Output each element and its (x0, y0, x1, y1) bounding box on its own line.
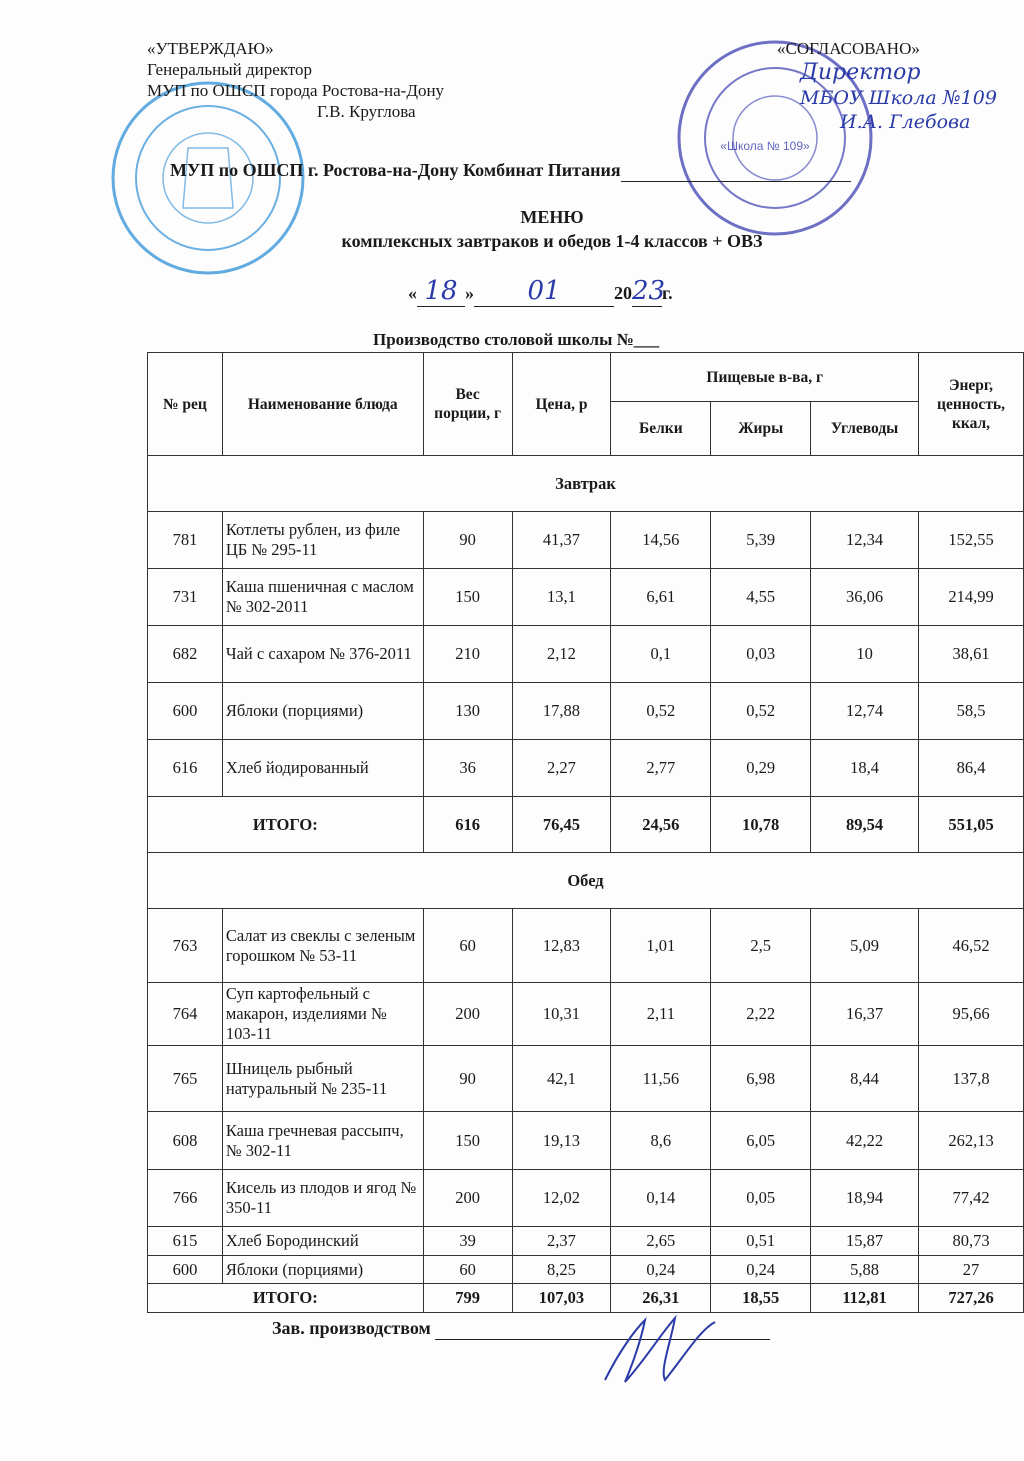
header-rec-no: № рец (148, 353, 223, 456)
protein-cell: 0,14 (611, 1170, 711, 1227)
dish-name-cell: Чай с сахаром № 376-2011 (222, 626, 423, 683)
document-date (408, 276, 673, 307)
weight-cell: 200 (423, 983, 512, 1046)
approval-heading: «УТВЕРЖДАЮ» (147, 39, 274, 58)
table-row (148, 1170, 1024, 1227)
fat-cell: 0,03 (711, 626, 811, 683)
rec-no-cell: 766 (148, 1170, 223, 1227)
footer-label: Зав. производством (272, 1318, 431, 1338)
energy-cell: 46,52 (919, 909, 1024, 983)
fat-cell: 0,51 (711, 1227, 811, 1256)
price-cell: 2,37 (512, 1227, 611, 1256)
total-weight: 799 (423, 1284, 512, 1313)
total-row (148, 797, 1024, 853)
table-row (148, 512, 1024, 569)
price-cell: 17,88 (512, 683, 611, 740)
rec-no-cell: 616 (148, 740, 223, 797)
date-month: 01 (474, 276, 614, 307)
approval-block (147, 38, 444, 122)
total-carbs: 89,54 (811, 797, 919, 853)
header-weight: Вес порции, г (423, 353, 512, 456)
protein-cell: 0,24 (611, 1256, 711, 1284)
document-title: МЕНЮ (520, 207, 584, 227)
carbs-cell: 15,87 (811, 1227, 919, 1256)
total-price: 107,03 (512, 1284, 611, 1313)
header-carbs: Углеводы (811, 402, 919, 456)
carbs-cell: 16,37 (811, 983, 919, 1046)
protein-cell: 6,61 (611, 569, 711, 626)
rec-no-cell: 731 (148, 569, 223, 626)
fat-cell: 0,05 (711, 1170, 811, 1227)
dish-name-cell: Салат из свеклы с зеленым горошком № 53-11 (222, 909, 423, 983)
price-cell: 12,83 (512, 909, 611, 983)
organization-blank (621, 160, 851, 182)
dish-name-cell: Хлеб Бородинский (222, 1227, 423, 1256)
energy-cell: 77,42 (919, 1170, 1024, 1227)
document-subtitle: комплексных завтраков и обедов 1-4 классов + ОВЗ (341, 231, 763, 251)
date-quote: « (408, 283, 417, 303)
weight-cell: 39 (423, 1227, 512, 1256)
weight-cell: 90 (423, 1046, 512, 1112)
dish-name-cell: Котлеты рублен, из филе ЦБ № 295-11 (222, 512, 423, 569)
fat-cell: 0,29 (711, 740, 811, 797)
carbs-cell: 18,4 (811, 740, 919, 797)
table-row (148, 740, 1024, 797)
total-row (148, 1284, 1024, 1313)
header-nutrients: Пищевые в-ва, г (611, 353, 919, 402)
table-row (148, 1256, 1024, 1284)
fat-cell: 0,52 (711, 683, 811, 740)
approval-name: Г.В. Круглова (317, 102, 416, 121)
dish-name-cell: Яблоки (порциями) (222, 1256, 423, 1284)
weight-cell: 60 (423, 909, 512, 983)
total-protein: 26,31 (611, 1284, 711, 1313)
approval-organization: МУП по ОШСП города Ростова-на-Дону (147, 81, 445, 100)
energy-cell: 262,13 (919, 1112, 1024, 1170)
header-price: Цена, р (512, 353, 611, 456)
svg-text:«Школа № 109»: «Школа № 109» (720, 139, 810, 153)
section-row (148, 456, 1024, 512)
energy-cell: 152,55 (919, 512, 1024, 569)
fat-cell: 6,05 (711, 1112, 811, 1170)
weight-cell: 36 (423, 740, 512, 797)
carbs-cell: 12,74 (811, 683, 919, 740)
protein-cell: 8,6 (611, 1112, 711, 1170)
carbs-cell: 42,22 (811, 1112, 919, 1170)
total-energy: 551,05 (919, 797, 1024, 853)
dish-name-cell: Кисель из плодов и ягод № 350-11 (222, 1170, 423, 1227)
total-protein: 24,56 (611, 797, 711, 853)
section-title: Обед (148, 853, 1024, 909)
protein-cell: 2,11 (611, 983, 711, 1046)
energy-cell: 137,8 (919, 1046, 1024, 1112)
section-row (148, 853, 1024, 909)
rec-no-cell: 781 (148, 512, 223, 569)
protein-cell: 1,01 (611, 909, 711, 983)
rec-no-cell: 763 (148, 909, 223, 983)
approval-position: Генеральный директор (147, 60, 313, 79)
price-cell: 13,1 (512, 569, 611, 626)
total-price: 76,45 (512, 797, 611, 853)
total-label: ИТОГО: (148, 797, 424, 853)
energy-cell: 95,66 (919, 983, 1024, 1046)
rec-no-cell: 765 (148, 1046, 223, 1112)
agreement-handwritten-line: И.А. Глебова (840, 111, 971, 133)
header-protein: Белки (611, 402, 711, 456)
energy-cell: 27 (919, 1256, 1024, 1284)
energy-cell: 80,73 (919, 1227, 1024, 1256)
fat-cell: 5,39 (711, 512, 811, 569)
weight-cell: 90 (423, 512, 512, 569)
menu-table (147, 352, 1024, 1313)
dish-name-cell: Каша гречневая рассыпч, № 302-11 (222, 1112, 423, 1170)
table-row (148, 683, 1024, 740)
section-title: Завтрак (148, 456, 1024, 512)
price-cell: 42,1 (512, 1046, 611, 1112)
rec-no-cell: 764 (148, 983, 223, 1046)
dish-name-cell: Каша пшеничная с маслом № 302-2011 (222, 569, 423, 626)
fat-cell: 2,22 (711, 983, 811, 1046)
weight-cell: 150 (423, 569, 512, 626)
handwritten-signature (590, 1310, 730, 1390)
date-year-end: г. (662, 283, 673, 303)
weight-cell: 150 (423, 1112, 512, 1170)
dish-name-cell: Суп картофельный с макарон, изделиями № 103-11 (222, 983, 423, 1046)
energy-cell: 86,4 (919, 740, 1024, 797)
carbs-cell: 18,94 (811, 1170, 919, 1227)
header-energy: Энерг, ценность, ккал, (919, 353, 1024, 456)
price-cell: 2,12 (512, 626, 611, 683)
date-quote: » (465, 283, 474, 303)
protein-cell: 14,56 (611, 512, 711, 569)
rec-no-cell: 608 (148, 1112, 223, 1170)
date-year: 23 (632, 276, 666, 306)
total-energy: 727,26 (919, 1284, 1024, 1313)
table-row (148, 1112, 1024, 1170)
price-cell: 19,13 (512, 1112, 611, 1170)
date-day: 18 (417, 276, 465, 307)
rec-no-cell: 615 (148, 1227, 223, 1256)
dish-name-cell: Шницель рыбный натуральный № 235-11 (222, 1046, 423, 1112)
price-cell: 2,27 (512, 740, 611, 797)
weight-cell: 60 (423, 1256, 512, 1284)
energy-cell: 214,99 (919, 569, 1024, 626)
total-label: ИТОГО: (148, 1284, 424, 1313)
carbs-cell: 5,88 (811, 1256, 919, 1284)
protein-cell: 0,52 (611, 683, 711, 740)
table-row (148, 626, 1024, 683)
protein-cell: 2,77 (611, 740, 711, 797)
agreement-handwritten-line: Директор (800, 60, 921, 85)
total-carbs: 112,81 (811, 1284, 919, 1313)
header-dish: Наименование блюда (222, 353, 423, 456)
agreement-handwritten-line: МБОУ Школа №109 (800, 87, 997, 109)
fat-cell: 2,5 (711, 909, 811, 983)
carbs-cell: 8,44 (811, 1046, 919, 1112)
carbs-cell: 36,06 (811, 569, 919, 626)
protein-cell: 11,56 (611, 1046, 711, 1112)
energy-cell: 38,61 (919, 626, 1024, 683)
organization-line (170, 160, 851, 182)
table-row (148, 983, 1024, 1046)
total-fat: 10,78 (711, 797, 811, 853)
dish-name-cell: Хлеб йодированный (222, 740, 423, 797)
production-line: Производство столовой школы №___ (373, 330, 660, 349)
table-row (148, 1227, 1024, 1256)
organization-name: МУП по ОШСП г. Ростова-на-Дону Комбинат Питания (170, 160, 621, 180)
carbs-cell: 12,34 (811, 512, 919, 569)
energy-cell: 58,5 (919, 683, 1024, 740)
carbs-cell: 10 (811, 626, 919, 683)
fat-cell: 0,24 (711, 1256, 811, 1284)
total-weight: 616 (423, 797, 512, 853)
price-cell: 10,31 (512, 983, 611, 1046)
date-year-prefix: 20 (614, 283, 632, 303)
rec-no-cell: 682 (148, 626, 223, 683)
price-cell: 41,37 (512, 512, 611, 569)
table-row (148, 1046, 1024, 1112)
weight-cell: 130 (423, 683, 512, 740)
protein-cell: 0,1 (611, 626, 711, 683)
dish-name-cell: Яблоки (порциями) (222, 683, 423, 740)
table-row (148, 569, 1024, 626)
header-fat: Жиры (711, 402, 811, 456)
weight-cell: 210 (423, 626, 512, 683)
total-fat: 18,55 (711, 1284, 811, 1313)
price-cell: 8,25 (512, 1256, 611, 1284)
rec-no-cell: 600 (148, 683, 223, 740)
fat-cell: 4,55 (711, 569, 811, 626)
price-cell: 12,02 (512, 1170, 611, 1227)
rec-no-cell: 600 (148, 1256, 223, 1284)
fat-cell: 6,98 (711, 1046, 811, 1112)
protein-cell: 2,65 (611, 1227, 711, 1256)
table-row (148, 909, 1024, 983)
weight-cell: 200 (423, 1170, 512, 1227)
agreement-heading: «СОГЛАСОВАНО» (777, 39, 920, 58)
carbs-cell: 5,09 (811, 909, 919, 983)
